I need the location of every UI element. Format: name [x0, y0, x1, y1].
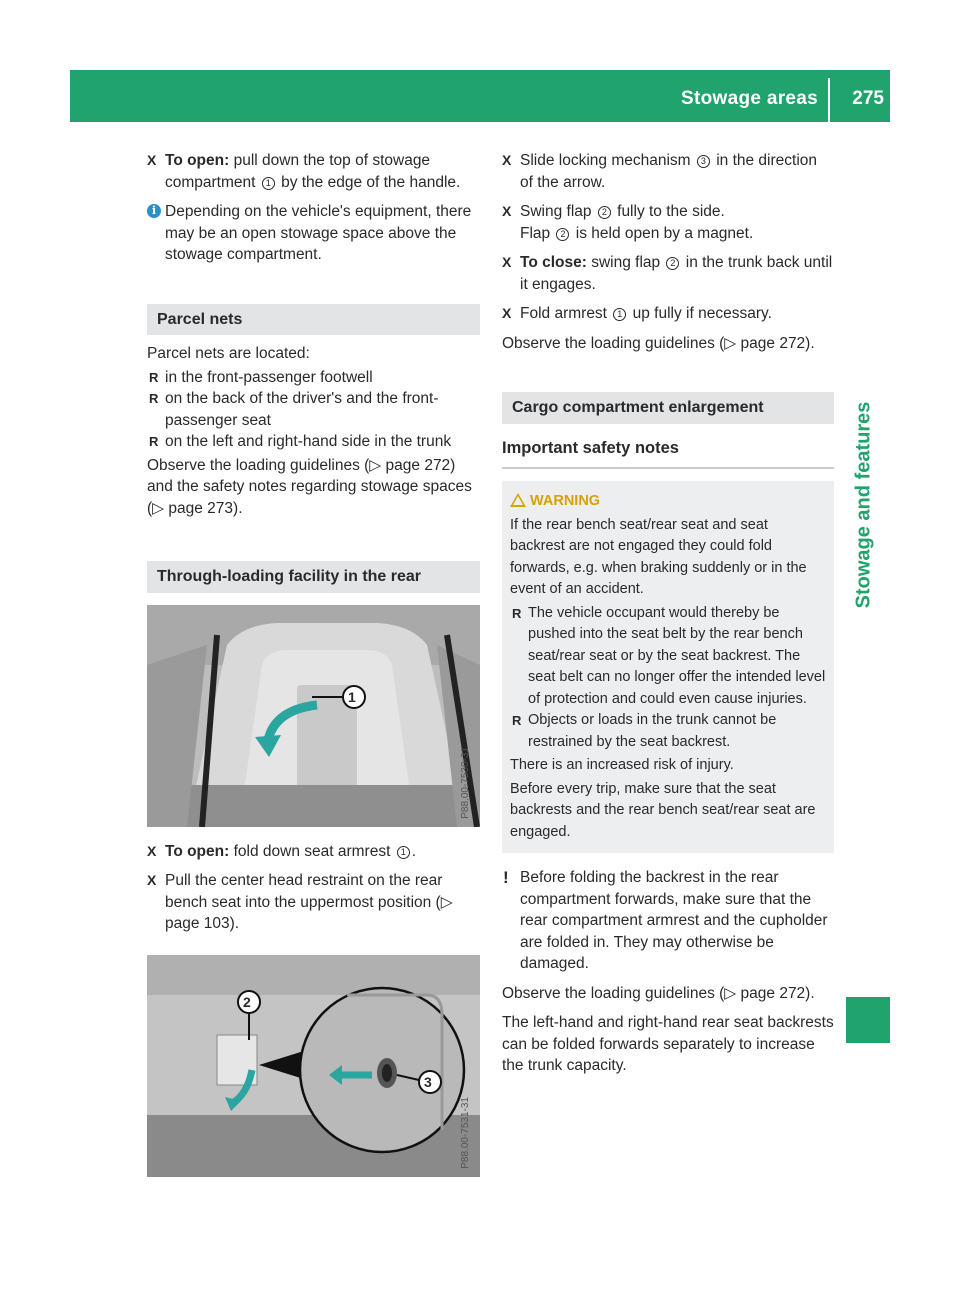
info-note: i Depending on the vehicle's equipment, there may be an open stowage space above the stowage compartment. — [147, 201, 480, 266]
step-arrow-icon: X — [147, 842, 157, 859]
chapter-tab — [846, 997, 890, 1043]
callout-number: 2 — [666, 257, 679, 270]
left-column — [147, 150, 480, 1177]
bullet-icon: R — [149, 434, 159, 449]
callout-number: 1 — [613, 308, 626, 321]
chapter-side-label: Stowage and features — [852, 401, 875, 609]
step-pull-head-restraint: X Pull the center head restraint on the rear bench seat into the uppermost position (▷ page 103). — [147, 872, 453, 932]
bullet-icon: R — [149, 369, 159, 385]
warning-title: WARNING — [510, 491, 826, 513]
warning-icon — [510, 493, 526, 507]
page-number: 275 — [852, 88, 884, 109]
page-header — [70, 70, 890, 122]
callout-number: 3 — [697, 155, 710, 168]
parcel-list — [147, 367, 480, 453]
callout-number: 2 — [556, 228, 569, 241]
warning-intro: If the rear bench seat/rear seat and seat backrest are not engaged they could fold forwards, e.g. when braking suddenly or in the event of an accident. — [510, 516, 807, 597]
step-arrow-icon: X — [147, 152, 157, 168]
damage-note: ! Before folding the backrest in the rear compartment forwards, make sure that the rear compartment armrest and the cupholder are folded in. They may otherwise be damaged. — [503, 868, 828, 972]
callout-number: 2 — [598, 206, 611, 219]
callout-number: 1 — [262, 177, 275, 190]
right-column — [502, 150, 834, 1085]
step-fold-armrest: X Fold armrest 1 up fully if necessary. — [502, 303, 834, 325]
callout-number: 1 — [397, 846, 410, 859]
step-arrow-icon: X — [502, 254, 512, 270]
list-item: R in the front-passenger footwell — [147, 367, 480, 389]
heading-through-loading: Through-loading facility in the rear — [147, 561, 480, 593]
bullet-icon: R — [512, 713, 522, 728]
warning-before: Before every trip, make sure that the seat backrests and the rear bench seat/rear seat are engaged. — [510, 780, 816, 840]
heading-cargo-enlargement: Cargo compartment enlargement — [502, 392, 834, 424]
parcel-intro: Parcel nets are located: — [147, 345, 310, 362]
warning-list-item: R The vehicle occupant would thereby be pushed into the seat belt by the rear bench seat/rear seat or by the seat backrest. The seat belt can no longer offer the intended level of protection and could even cause injuries. — [512, 604, 826, 707]
figure-code: P88.00-7530-31 — [459, 746, 471, 819]
step-arrow-icon: X — [147, 872, 157, 888]
header-divider — [828, 78, 830, 122]
warning-list-item: R Objects or loads in the trunk cannot be restrained by the seat backrest. — [512, 712, 777, 750]
figure-callout: 1 — [348, 688, 356, 705]
step-arrow-icon: X — [502, 152, 512, 168]
list-item: R on the back of the driver's and the front-passenger seat — [149, 390, 439, 429]
figure-callout: 3 — [424, 1073, 432, 1090]
heading-safety-notes: Important safety notes — [502, 438, 834, 470]
list-item: R on the left and right-hand side in the trunk — [147, 431, 480, 453]
bullet-icon: R — [512, 605, 522, 621]
step-arrow-icon: X — [502, 305, 512, 321]
warning-list — [510, 603, 826, 754]
warning-box — [502, 481, 834, 853]
step-open-compartment: X To open: pull down the top of stowage compartment 1 by the edge of the handle. — [147, 152, 461, 191]
info-icon: i — [147, 204, 161, 218]
parcel-observe: Observe the loading guidelines (▷ page 272) and the safety notes regarding stowage spaces (▷ page 273). — [147, 456, 472, 517]
figure-code: P88.00-7531-31 — [459, 1096, 471, 1169]
figure-rear-seat-armrest — [147, 605, 480, 827]
step-close-flap: X To close: swing flap 2 in the trunk back until it engages. — [502, 254, 833, 293]
figure-trunk-flap — [147, 955, 480, 1177]
step-open-armrest: X To open: fold down seat armrest 1 . — [147, 841, 480, 863]
heading-parcel-nets: Parcel nets — [147, 304, 480, 336]
observe-guidelines-2: Observe the loading guidelines (▷ page 272). — [502, 984, 815, 1002]
figure-callout: 2 — [243, 993, 251, 1010]
step-slide-lock: X Slide locking mechanism 3 in the direction of the arrow. — [502, 152, 818, 191]
exclamation-icon: ! — [503, 868, 509, 887]
warning-risk: There is an increased risk of injury. — [510, 757, 734, 773]
bullet-icon: R — [149, 391, 159, 406]
section-title: Stowage areas — [681, 88, 818, 109]
observe-guidelines: Observe the loading guidelines (▷ page 272). — [502, 334, 815, 352]
backrest-split-info: The left-hand and right-hand rear seat backrests can be folded forwards separately to increase the trunk capacity. — [502, 1014, 834, 1074]
step-arrow-icon: X — [502, 203, 512, 219]
step-swing-flap: X Swing flap 2 fully to the side. Flap 2 is held open by a magnet. — [502, 203, 754, 242]
